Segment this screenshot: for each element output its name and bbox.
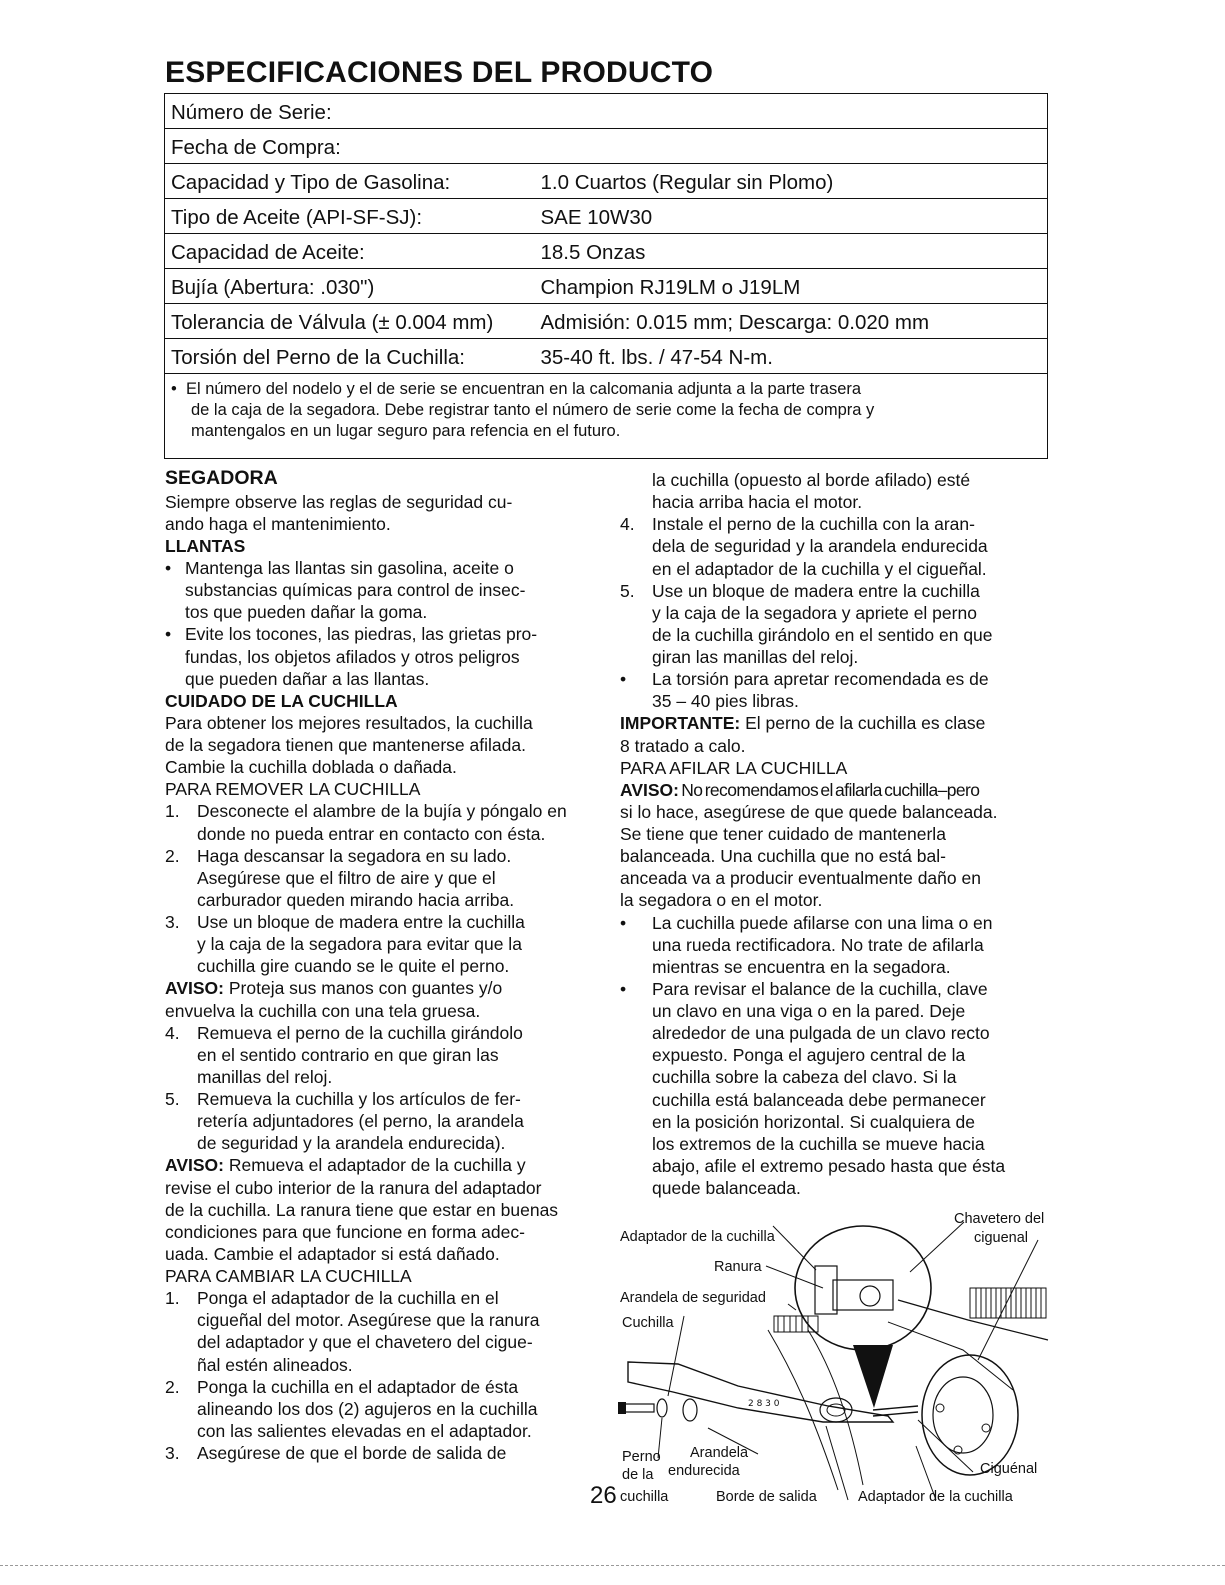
step-number: 5. <box>620 580 635 601</box>
notice-text: No recomendamos el afilarla cuchilla–pero <box>679 779 980 800</box>
label-bolt-3: cuchilla <box>620 1489 669 1505</box>
bullet-text <box>185 623 595 689</box>
notice-line: revise el cubo interior de la ranura del adaptador <box>165 1177 542 1198</box>
sharpen-bullet <box>620 978 1050 1199</box>
torque-bullet <box>620 668 1050 712</box>
blade-intro-line: Cambie la cuchilla doblada o dañada. <box>165 757 457 778</box>
spec-row <box>165 304 1048 339</box>
step-text <box>197 800 595 844</box>
spec-row <box>165 269 1048 304</box>
bottom-divider <box>0 1565 1225 1566</box>
step-line: Remueva el perno de la cuchilla girándolo <box>197 1022 523 1043</box>
spec-value <box>535 129 1048 164</box>
label-blade: Cuchilla <box>622 1315 674 1331</box>
step-text <box>197 911 595 977</box>
bullet-line: los extremos de la cuchilla se mueve hacia <box>652 1133 985 1154</box>
section-heading-blade-care: CUIDADO DE LA CUCHILLA <box>165 690 398 711</box>
label-keyway-2: ciguenal <box>974 1230 1029 1246</box>
spec-value: Champion RJ19LM o J19LM <box>535 269 1048 304</box>
notice-line: 8 tratado a calo. <box>620 735 746 756</box>
spec-value: 1.0 Cuartos (Regular sin Plomo) <box>535 164 1048 199</box>
note-line: de la caja de la segadora. Debe registrar tanto el número de serie come la fecha de compra y <box>191 401 875 420</box>
spec-label: Tipo de Aceite (API-SF-SJ): <box>165 199 535 234</box>
step-line: giran las manillas del reloj. <box>652 647 859 667</box>
spec-value <box>535 94 1048 129</box>
continued-line: hacia arriba hacia el motor. <box>652 492 863 513</box>
important-note <box>620 712 1050 734</box>
bullet-text <box>652 978 1050 1199</box>
step-text <box>197 1376 595 1442</box>
step-line: Remueva la cuchilla y los artículos de fer- <box>197 1089 521 1110</box>
spec-row <box>165 94 1048 129</box>
label-keyway-1: Chavetero del <box>954 1211 1045 1227</box>
section-heading-sharpen-blade: PARA AFILAR LA CUCHILLA <box>620 757 848 778</box>
bullet-marker: • <box>620 978 627 999</box>
label-blade-adapter-bottom: Adaptador de la cuchilla <box>858 1489 1013 1505</box>
bullet-line: La torsión para apretar recomendada es de <box>652 669 989 690</box>
notice-line: condiciones para que funcione en forma adec- <box>165 1221 525 1242</box>
step-line: manillas del reloj. <box>197 1066 333 1087</box>
blade-intro-line: Para obtener los mejores resultados, la cuchilla <box>165 712 533 733</box>
note-line: mantengalos en un lugar seguro para refencia en el futuro. <box>191 422 621 441</box>
continued-line: la cuchilla (opuesto al borde afilado) esté <box>652 470 971 490</box>
remove-step <box>165 1022 595 1088</box>
step-number: 5. <box>165 1089 180 1110</box>
note-line-text: El número del nodelo y el de serie se encuentran en la calcomania adjunta a la parte trasera <box>185 380 862 398</box>
spec-row <box>165 129 1048 164</box>
section-heading-mower: SEGADORA <box>165 467 278 489</box>
bullet-line: Para revisar el balance de la cuchilla, clave <box>652 978 988 999</box>
bullet-line: cuchilla está balanceada debe permanecer <box>652 1089 986 1110</box>
bullet-line: expuesto. Ponga el agujero central de la <box>652 1045 966 1066</box>
step-number: 4. <box>165 1022 180 1043</box>
step-text <box>197 1022 595 1088</box>
replace-step <box>620 513 1050 579</box>
step-line: dela de seguridad y la arandela endurecida <box>652 536 988 557</box>
notice-text: Remueva el adaptador de la cuchilla y <box>224 1155 526 1176</box>
spec-label: Tolerancia de Válvula (± 0.004 mm) <box>165 304 535 339</box>
spec-table <box>164 93 1048 459</box>
notice-line: la segadora o en el motor. <box>620 890 823 911</box>
step-line: cigueñal del motor. Asegúrese que la ranura <box>197 1310 540 1331</box>
notice-label: AVISO: <box>165 978 224 999</box>
section-heading-tires: LLANTAS <box>165 535 246 556</box>
bullet-line: fundas, los objetos afilados y otros peligros <box>185 646 520 667</box>
step-text <box>197 1442 595 1464</box>
note-first-line <box>171 379 1041 400</box>
notice-line: uada. Cambie el adaptador si está dañado. <box>165 1243 500 1264</box>
spec-label: Capacidad y Tipo de Gasolina: <box>165 164 535 199</box>
bullet-line: quede balanceada. <box>652 1178 801 1198</box>
notice-line: de la cuchilla. La ranura tiene que estar en buenas <box>165 1199 559 1220</box>
step-line: Instale el perno de la cuchilla con la aran- <box>652 514 975 535</box>
notice-adapter <box>165 1154 595 1176</box>
notice-label: AVISO: <box>165 1155 224 1176</box>
spec-value: 18.5 Onzas <box>535 234 1048 269</box>
label-slot: Ranura <box>714 1259 762 1275</box>
step-text <box>652 513 1050 579</box>
bullet-line: una rueda rectificadora. No trate de afilarla <box>652 934 984 955</box>
page-title: ESPECIFICACIONES DEL PRODUCTO <box>165 56 714 89</box>
step-line: Ponga el adaptador de la cuchilla en el <box>197 1288 499 1309</box>
bullet-marker: • <box>165 624 172 645</box>
step-line: en el sentido contrario en que giran las <box>197 1044 499 1065</box>
bullet-line: Mantenga las llantas sin gasolina, aceite o <box>185 558 514 579</box>
step-line: cuchilla gire cuando se le quite el perno. <box>197 956 510 977</box>
right-column <box>620 469 1050 1199</box>
step-text <box>197 1287 595 1376</box>
bullet-marker: • <box>620 669 627 690</box>
bullet-line: Evite los tocones, las piedras, las grietas pro- <box>185 624 538 645</box>
bullet-marker: • <box>620 912 627 933</box>
step-text <box>652 580 1050 669</box>
spec-value: Admisión: 0.015 mm; Descarga: 0.020 mm <box>535 304 1048 339</box>
label-hardened-washer-2: endurecida <box>668 1463 740 1479</box>
bullet-marker: • <box>171 380 186 398</box>
notice-line: balanceada. Una cuchilla que no está bal- <box>620 846 946 867</box>
bullet-text <box>185 557 595 623</box>
step-line: Ponga la cuchilla en el adaptador de ésta <box>197 1376 519 1397</box>
svg-text:2 8 3 0: 2 8 3 0 <box>748 1399 780 1409</box>
spec-value: SAE 10W30 <box>535 199 1048 234</box>
bullet-line: mientras se encuentra en la segadora. <box>652 956 951 977</box>
bullet-text <box>652 668 1050 712</box>
bullet-line: cuchilla sobre la cabeza del clavo. Si la <box>652 1067 957 1088</box>
bullet-line: tos que pueden dañar la goma. <box>185 602 428 623</box>
bullet-line: un clavo en una viga o en la pared. Deje <box>652 1001 966 1021</box>
bullet-line: La cuchilla puede afilarse con una lima o en <box>652 912 993 933</box>
step-number: 1. <box>165 1288 180 1309</box>
label-trailing-edge: Borde de salida <box>716 1489 817 1505</box>
bullet-line: 35 – 40 pies libras. <box>652 691 799 712</box>
step-text <box>197 1088 595 1154</box>
spec-note <box>165 374 1048 459</box>
spec-label: Número de Serie: <box>165 94 535 129</box>
notice-line: envuelva la cuchilla con una tela gruesa. <box>165 1000 481 1021</box>
remove-step <box>165 1088 595 1154</box>
spec-label: Capacidad de Aceite: <box>165 234 535 269</box>
intro-line: ando haga el mantenimiento. <box>165 513 391 534</box>
step-line: ñal estén alineados. <box>197 1354 353 1375</box>
label-blade-adapter-top: Adaptador de la cuchilla <box>620 1229 775 1245</box>
step-line: Desconecte el alambre de la bujía y póngalo en <box>197 801 567 822</box>
step-line: Asegúrese que el filtro de aire y que el <box>197 867 496 888</box>
label-crankshaft: Ciguénal <box>980 1461 1038 1477</box>
spec-row <box>165 234 1048 269</box>
bullet-line: que pueden dañar a las llantas. <box>185 668 430 689</box>
spec-label: Torsión del Perno de la Cuchilla: <box>165 339 535 374</box>
step-number: 2. <box>165 1376 180 1397</box>
step-line: donde no pueda entrar en contacto con ésta. <box>197 823 546 844</box>
step-line: alineando los dos (2) agujeros en la cuchilla <box>197 1398 538 1419</box>
step-line: en el adaptador de la cuchilla y el cigueñal. <box>652 558 987 579</box>
tire-bullet <box>165 557 595 623</box>
remove-step <box>165 845 595 911</box>
blade-assembly-figure <box>618 1210 1053 1510</box>
step-line: de la cuchilla girándolo en el sentido en que <box>652 624 993 645</box>
step-line: carburador queden mirando hacia arriba. <box>197 889 515 910</box>
blade-intro-line: de la segadora tienen que mantenerse afilada. <box>165 735 526 756</box>
replace-step <box>165 1442 595 1464</box>
spec-value: 35-40 ft. lbs. / 47-54 N-m. <box>535 339 1048 374</box>
step-number: 1. <box>165 801 180 822</box>
label-hardened-washer-1: Arandela <box>690 1445 749 1461</box>
spec-row <box>165 339 1048 374</box>
replace-step <box>620 580 1050 669</box>
step-line: con las salientes elevadas en el adaptador. <box>197 1420 532 1441</box>
tire-bullet <box>165 623 595 689</box>
replace-step <box>165 1376 595 1442</box>
step-line: del adaptador y que el chavetero del cigue- <box>197 1332 533 1353</box>
notice-text: Proteja sus manos con guantes y/o <box>224 978 503 999</box>
bullet-line: substancias químicas para control de insec- <box>185 580 526 601</box>
spec-note-row <box>165 374 1048 459</box>
remove-step <box>165 800 595 844</box>
left-column <box>165 466 595 1464</box>
bullet-line: en la posición horizontal. Si cualquiera de <box>652 1111 975 1132</box>
step-number: 4. <box>620 514 635 535</box>
spec-row <box>165 199 1048 234</box>
section-heading-remove-blade: PARA REMOVER LA CUCHILLA <box>165 779 421 800</box>
step-number: 2. <box>165 845 180 866</box>
label-lock-washer: Arandela de seguridad <box>620 1290 766 1306</box>
step-number: 3. <box>165 1443 180 1464</box>
bullet-marker: • <box>165 558 172 579</box>
step-line: Use un bloque de madera entre la cuchilla <box>197 912 525 933</box>
bullet-line: alrededor de una pulgada de un clavo recto <box>652 1023 990 1044</box>
step-line: y la caja de la segadora y apriete el perno <box>652 602 977 623</box>
bullet-line: abajo, afile el extremo pesado hasta que ésta <box>652 1155 1006 1176</box>
step-line: retería adjuntadores (el perno, la arandela <box>197 1111 524 1132</box>
replace-step <box>165 1287 595 1376</box>
notice-sharpen <box>620 779 1050 801</box>
notice-line: si lo hace, asegúrese de que quede balanceada. <box>620 801 998 822</box>
spec-label: Fecha de Compra: <box>165 129 535 164</box>
notice-label: IMPORTANTE: <box>620 713 741 734</box>
step-line: y la caja de la segadora para evitar que la <box>197 934 522 955</box>
notice-gloves <box>165 977 595 999</box>
label-bolt-1: Perno <box>622 1449 661 1465</box>
step-line: de seguridad y la arandela endurecida). <box>197 1133 506 1154</box>
page-number: 26 <box>590 1482 617 1509</box>
notice-label: AVISO: <box>620 779 679 800</box>
step-line: Haga descansar la segadora en su lado. <box>197 845 512 866</box>
step-number: 3. <box>165 912 180 933</box>
step-text <box>197 845 595 911</box>
notice-line: anceada va a producir eventualmente daño en <box>620 868 981 889</box>
step-line: Asegúrese de que el borde de salida de <box>197 1443 507 1464</box>
sharpen-bullet <box>620 912 1050 978</box>
section-heading-replace-blade: PARA CAMBIAR LA CUCHILLA <box>165 1266 412 1287</box>
intro-line: Siempre observe las reglas de seguridad cu- <box>165 491 513 512</box>
label-bolt-2: de la <box>622 1467 654 1483</box>
notice-text: El perno de la cuchilla es clase <box>740 713 986 734</box>
remove-step <box>165 911 595 977</box>
spec-label: Bujía (Abertura: .030") <box>165 269 535 304</box>
notice-line: Se tiene que tener cuidado de mantenerla <box>620 824 946 844</box>
step-line: Use un bloque de madera entre la cuchilla <box>652 580 980 601</box>
bullet-text <box>652 912 1050 978</box>
spec-row <box>165 164 1048 199</box>
